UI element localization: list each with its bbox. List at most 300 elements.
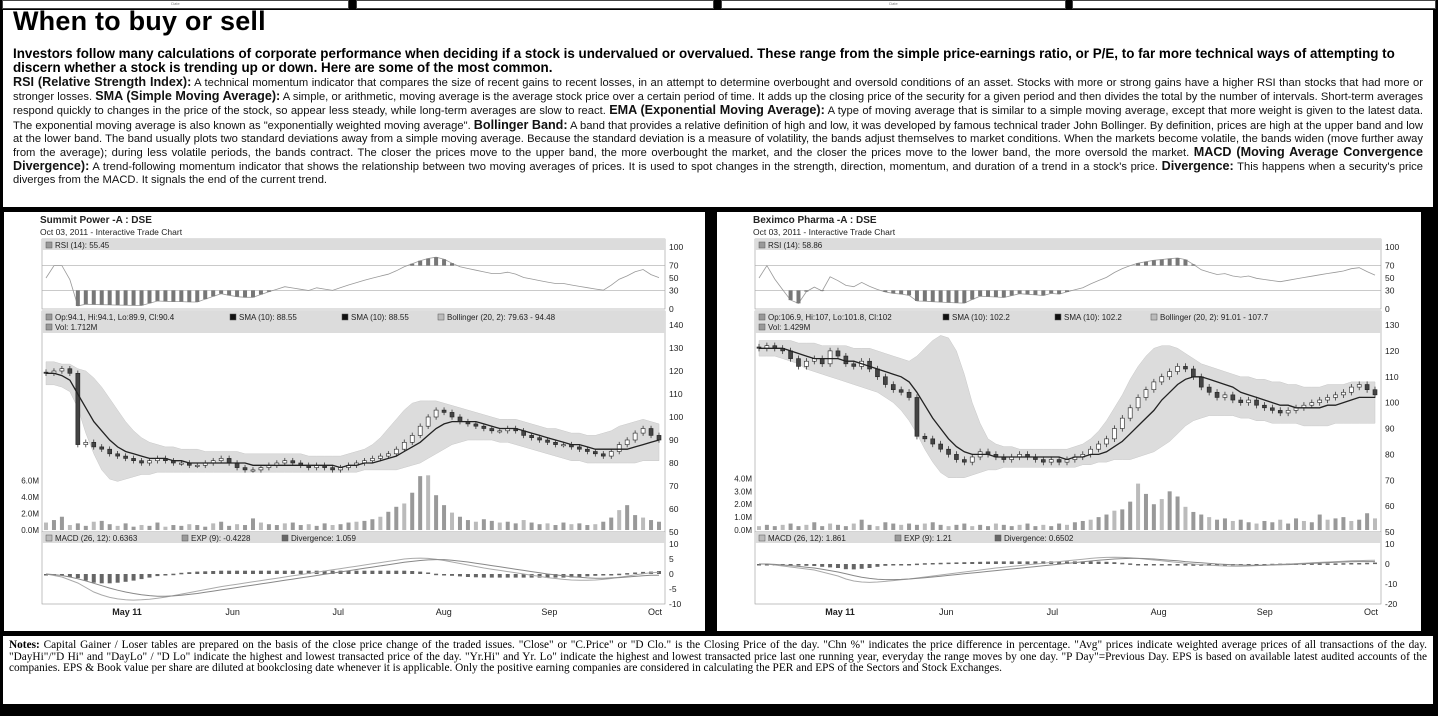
volume-bar (434, 495, 438, 530)
volume-bar (331, 525, 335, 530)
volume-bar (649, 520, 653, 530)
candle-body (804, 361, 808, 366)
volume-bar (1215, 520, 1219, 530)
volume-bar (1326, 520, 1330, 530)
candle-body (108, 449, 112, 454)
candle-body (939, 444, 943, 449)
volume-bar (267, 524, 271, 530)
candle-body (219, 458, 223, 460)
candle-body (657, 435, 661, 440)
candle-body (283, 461, 287, 463)
volume-bar (1262, 521, 1266, 530)
divergence-bar (92, 574, 96, 583)
candle-body (852, 364, 856, 367)
price-legend-swatch (230, 314, 236, 320)
volume-bar (625, 505, 629, 530)
volume-bar (458, 517, 462, 530)
volume-bar (1373, 518, 1377, 530)
divergence-bar (108, 574, 112, 583)
macd-tick-label: 10 (1385, 539, 1395, 549)
price-legend-label: SMA (10): 88.55 (239, 313, 297, 322)
divergence-bar (506, 574, 510, 578)
volume-bar (986, 526, 990, 530)
divergence-bar (140, 574, 144, 579)
volume-bar (852, 524, 856, 530)
chart-svg-beximco-pharma (717, 212, 1421, 631)
chart-title: Beximco Pharma -A : DSE (753, 215, 877, 226)
volume-bar (530, 523, 534, 530)
volume-legend-label: Vol: 1.712M (55, 323, 98, 332)
candle-body (609, 452, 613, 457)
term-sma: SMA (Simple Moving Average): (95, 89, 281, 104)
divergence-bar (251, 571, 255, 574)
candle-body (386, 454, 390, 456)
candle-body (235, 463, 239, 468)
divergence-bar (124, 574, 128, 582)
volume-bar (410, 493, 414, 530)
candle-body (1120, 418, 1124, 428)
divergence-bar (994, 561, 998, 564)
candle-body (820, 359, 824, 364)
candle-body (1262, 405, 1266, 408)
volume-bar (466, 520, 470, 530)
macd-tick-label: -5 (669, 584, 677, 594)
divergence-bar (860, 564, 864, 569)
candle-body (132, 458, 136, 460)
divergence-bar (1128, 563, 1132, 565)
candle-body (1144, 390, 1148, 398)
macd-tick-label: 0 (669, 569, 674, 579)
divergence-bar (1144, 564, 1148, 566)
volume-bar (474, 522, 478, 530)
divergence-bar (362, 571, 366, 574)
candle-body (251, 470, 255, 471)
divergence-bar (978, 562, 982, 564)
def-ema: A type of moving average that is similar to a simple moving average, except that more weight is given to the latest data. The exponential moving average is also known as "exponentially weighted moving average". (13, 105, 1423, 132)
divergence-bar (219, 571, 223, 574)
candle-body (100, 447, 104, 449)
volume-bar (195, 525, 199, 530)
candle-body (1334, 395, 1338, 398)
candle-body (1057, 460, 1061, 463)
divergence-bar (1341, 563, 1345, 565)
volume-bar (251, 518, 255, 530)
volume-bar (1349, 521, 1353, 530)
volume-bar (1073, 522, 1077, 530)
candle-body (68, 369, 72, 374)
candle-body (418, 426, 422, 435)
volume-bar (820, 526, 824, 530)
price-tick-label: 120 (669, 366, 684, 376)
divergence-bar (442, 574, 446, 576)
volume-bar (978, 525, 982, 530)
volume-bar (315, 526, 319, 530)
volume-bar (1365, 513, 1369, 530)
candle-body (947, 449, 951, 454)
volume-bar (962, 524, 966, 530)
prev-chart-footer-4 (1072, 0, 1436, 9)
candle-body (378, 456, 382, 458)
volume-bar (789, 524, 793, 530)
divergence-bar (1373, 563, 1377, 565)
volume-bar (1357, 520, 1361, 530)
candle-body (1365, 385, 1369, 390)
candle-body (1278, 410, 1282, 413)
price-legend-label: SMA (10): 88.55 (351, 313, 409, 322)
volume-bar (765, 525, 769, 530)
divergence-bar (163, 574, 167, 576)
candle-body (179, 463, 183, 464)
volume-tick-label: 3.0M (734, 487, 752, 497)
x-axis-label: Oct (647, 607, 663, 617)
macd-legend-label: MACD (26, 12): 0.6363 (55, 534, 138, 543)
candle-body (1215, 392, 1219, 397)
price-tick-label: 90 (669, 435, 679, 445)
x-axis-label: Jun (938, 607, 954, 617)
volume-bar (426, 475, 430, 530)
candle-body (828, 351, 832, 364)
divergence-bar (954, 562, 958, 564)
volume-bar (836, 525, 840, 530)
price-legend-label: Op:106.9, Hi:107, Lo:101.8, Cl:102 (768, 313, 892, 322)
candle-body (331, 468, 335, 470)
candle-body (490, 429, 494, 431)
volume-bar (1239, 520, 1243, 530)
macd-legend-swatch (182, 535, 188, 541)
price-legend-swatch (342, 314, 348, 320)
divergence-bar (633, 573, 637, 575)
volume-bar (68, 525, 72, 530)
candle-body (617, 445, 621, 452)
term-bollinger: Bollinger Band: (473, 117, 568, 132)
volume-bar (1026, 524, 1030, 530)
volume-bar (947, 526, 951, 530)
candle-body (1286, 410, 1290, 413)
macd-tick-label: -10 (669, 599, 682, 609)
divergence-bar (458, 574, 462, 576)
divergence-bar (609, 574, 613, 576)
volume-bar (554, 525, 558, 530)
rsi-tick-label: 100 (669, 242, 684, 252)
candle-body (538, 438, 542, 440)
volume-bar (970, 526, 974, 530)
rsi-tick-label: 70 (669, 260, 679, 271)
volume-bar (84, 526, 88, 530)
volume-bar (891, 524, 895, 530)
candle-body (796, 359, 800, 367)
candle-body (1341, 392, 1345, 395)
volume-bar (1278, 520, 1282, 530)
price-legend-swatch (1151, 314, 1157, 320)
divergence-bar (868, 564, 872, 568)
divergence-bar (514, 574, 518, 578)
x-axis-label: Sep (541, 607, 558, 617)
article-body (13, 76, 1423, 188)
divergence-bar (187, 572, 191, 574)
rsi-legend-swatch (759, 242, 765, 248)
x-axis-label: Aug (1150, 607, 1167, 617)
chart-beximco-pharma (715, 210, 1423, 633)
rsi-legend-bar (42, 239, 665, 250)
price-tick-label: 110 (1385, 371, 1399, 382)
article-intro: Investors follow many calculations of corporate performance when deciding if a stock is undervalued or overvalued. These range from the simple price-earnings ratio, or P/E, to far more technical ways of attempting to discern whether a stock is trending up or down. Here are some of the most common. (13, 46, 1395, 75)
divergence-bar (907, 564, 911, 566)
volume-bar (1065, 525, 1069, 530)
divergence-bar (947, 563, 951, 565)
volume-bar (875, 526, 879, 530)
divergence-bar (1176, 564, 1180, 566)
candle-body (370, 458, 374, 460)
volume-tick-label: 0.0M (734, 526, 752, 535)
macd-legend-label: MACD (26, 12): 1.861 (768, 534, 846, 543)
divergence-bar (116, 574, 120, 583)
price-tick-label: 70 (669, 481, 679, 491)
volume-bar (868, 525, 872, 530)
rsi-legend-label: RSI (14): 55.45 (55, 241, 110, 250)
def-divergence: This happens when a security's price diverges from the MACD. It signals the end of the current trend. (13, 161, 1423, 187)
volume-bar (1041, 525, 1045, 530)
term-divergence: Divergence: (1161, 159, 1234, 174)
volume-bar (844, 526, 848, 530)
volume-bar (482, 519, 486, 530)
volume-bar (609, 518, 613, 530)
volume-bar (1112, 511, 1116, 530)
date-axis-label: Date (171, 1, 180, 6)
volume-bar (1097, 517, 1101, 530)
macd-legend-swatch (895, 535, 901, 541)
volume-bar (362, 521, 366, 530)
divergence-bar (394, 571, 398, 574)
candle-body (585, 449, 589, 451)
notes-box (2, 635, 1434, 705)
candle-body (1152, 382, 1156, 390)
volume-bar (641, 518, 645, 530)
divergence-bar (601, 574, 605, 576)
price-tick-label: 130 (1385, 320, 1400, 330)
volume-bar (1033, 526, 1037, 530)
candle-body (1255, 400, 1259, 405)
divergence-bar (426, 573, 430, 575)
volume-bar (116, 526, 120, 530)
divergence-bar (812, 564, 816, 566)
volume-bar (347, 523, 351, 530)
volume-bar (657, 522, 661, 530)
volume-bar (538, 524, 542, 530)
rsi-tick-label: 100 (1385, 242, 1400, 252)
volume-bar (899, 525, 903, 530)
divergence-bar (283, 571, 287, 574)
candle-body (593, 452, 597, 454)
candle-body (76, 373, 80, 444)
macd-tick-label: 0 (1385, 559, 1390, 569)
def-macd: A trend-following momentum indicator that shows the relationship between two moving averages of prices. It is used to spot changes in the strength, direction, momentum, and duration of a trend in a stock's price. (89, 161, 1162, 174)
volume-bar (923, 524, 927, 530)
x-axis-label: May 11 (112, 607, 142, 617)
divergence-bar (1318, 563, 1322, 565)
volume-bar (52, 520, 56, 530)
macd-legend-label: EXP (9): -0.4228 (191, 534, 251, 543)
candle-body (1207, 387, 1211, 392)
divergence-bar (1168, 564, 1172, 566)
volume-bar (1270, 522, 1274, 530)
volume-bar (378, 517, 382, 530)
divergence-bar (875, 564, 879, 567)
volume-bar (931, 522, 935, 530)
divergence-bar (259, 571, 263, 574)
price-tick-label: 90 (1385, 423, 1395, 434)
volume-bar (561, 523, 565, 530)
rsi-tick-label: 70 (1385, 260, 1395, 271)
volume-bar (1176, 496, 1180, 530)
volume-bar (307, 524, 311, 530)
candle-body (140, 461, 144, 463)
candle-body (1239, 400, 1243, 403)
candle-body (482, 426, 486, 428)
candle-body (259, 468, 263, 470)
chart-subtitle: Oct 03, 2011 - Interactive Trade Chart (40, 227, 183, 237)
price-panel-frame (42, 311, 665, 532)
rsi-legend-swatch (46, 242, 52, 248)
divergence-bar (844, 564, 848, 569)
volume-bar (506, 522, 510, 530)
def-rsi: A technical momentum indicator that compares the size of recent gains to recent losses, in an attempt to determine overbought and oversold conditions of an asset. Stocks with more or strong gains have a higher RSI than stocks that had more or stronger losses. (13, 77, 1423, 104)
candle-body (875, 369, 879, 377)
volume-bar (179, 526, 183, 530)
macd-tick-label: -20 (1385, 599, 1398, 609)
rsi-tick-label: 50 (1385, 273, 1395, 283)
price-tick-label: 100 (1385, 397, 1400, 408)
volume-bar (796, 526, 800, 530)
volume-bar (299, 525, 303, 530)
volume-bar (243, 525, 247, 530)
volume-bar (1199, 515, 1203, 530)
macd-legend-swatch (282, 535, 288, 541)
volume-bar (1247, 522, 1251, 530)
candle-body (1223, 395, 1227, 398)
volume-bar (211, 523, 215, 530)
price-legend-label: Op:94.1, Hi:94.1, Lo:89.9, Cl:90.4 (55, 313, 175, 322)
divergence-bar (1365, 563, 1369, 565)
date-axis-label: Date (889, 1, 898, 6)
volume-bar (954, 525, 958, 530)
x-axis-label: Aug (435, 607, 452, 617)
volume-legend-label: Vol: 1.429M (768, 323, 811, 332)
volume-bar (1010, 526, 1014, 530)
candle-body (1089, 449, 1093, 454)
volume-bar (907, 524, 911, 530)
divergence-bar (235, 571, 239, 574)
volume-bar (994, 524, 998, 530)
volume-bar (1183, 507, 1187, 530)
candle-body (554, 442, 558, 444)
candle-body (530, 435, 534, 437)
volume-bar (219, 522, 223, 530)
candle-body (546, 440, 550, 442)
divergence-bar (1160, 564, 1164, 566)
candle-body (601, 454, 605, 456)
rsi-tick-label: 50 (669, 273, 679, 283)
candle-body (1136, 397, 1140, 407)
divergence-bar (1089, 561, 1093, 564)
volume-bar (757, 526, 761, 530)
candle-body (92, 442, 96, 447)
divergence-bar (267, 571, 271, 574)
volume-bar (418, 476, 422, 530)
macd-legend-swatch (995, 535, 1001, 541)
volume-tick-label: 4.0M (21, 492, 39, 502)
volume-bar (235, 524, 239, 530)
volume-bar (585, 525, 589, 530)
candle-body (954, 454, 958, 459)
candle-body (868, 361, 872, 369)
divergence-bar (203, 571, 207, 574)
volume-bar (1081, 521, 1085, 530)
candle-body (923, 436, 927, 439)
price-tick-label: 60 (669, 504, 679, 514)
divergence-bar (227, 571, 231, 574)
candle-body (1049, 460, 1053, 463)
divergence-bar (155, 574, 159, 576)
volume-bar (140, 525, 144, 530)
volume-bar (1334, 518, 1338, 530)
candle-body (442, 410, 446, 412)
divergence-bar (577, 574, 581, 577)
volume-bar (1191, 512, 1195, 530)
rsi-tick-label: 30 (669, 285, 679, 296)
volume-bar (323, 523, 327, 530)
volume-bar (1057, 524, 1061, 530)
volume-bar (812, 522, 816, 530)
candle-body (844, 356, 848, 364)
volume-tick-label: 0.0M (21, 526, 39, 535)
article-headline: When to buy or sell (13, 9, 266, 36)
price-tick-label: 60 (1385, 501, 1395, 512)
divergence-bar (354, 571, 358, 574)
candle-body (243, 468, 247, 470)
candle-body (1191, 369, 1195, 377)
candle-body (836, 351, 840, 356)
volume-bar (147, 526, 151, 530)
candle-body (907, 392, 911, 397)
rsi-tick-label: 0 (1385, 304, 1390, 314)
candle-body (899, 390, 903, 393)
volume-bar (883, 522, 887, 530)
volume-bar (275, 525, 279, 530)
volume-bar (227, 526, 231, 530)
macd-legend-swatch (46, 535, 52, 541)
volume-bar (860, 520, 864, 530)
volume-bar (1018, 525, 1022, 530)
divergence-bar (1097, 562, 1101, 564)
candle-body (633, 433, 637, 440)
x-axis-label: Jul (1046, 607, 1059, 617)
volume-bar (1144, 494, 1148, 530)
price-tick-label: 50 (669, 527, 679, 537)
volume-bar (1302, 521, 1306, 530)
volume-bar (1255, 524, 1259, 530)
divergence-bar (1152, 564, 1156, 566)
volume-bar (601, 522, 605, 530)
divergence-bar (1120, 563, 1124, 565)
volume-bar (386, 512, 390, 530)
volume-bar (781, 525, 785, 530)
top-strip (0, 0, 1438, 9)
candle-body (649, 429, 653, 436)
volume-bar (514, 523, 518, 530)
macd-legend-label: Divergence: 1.059 (291, 534, 356, 543)
volume-bar (187, 524, 191, 530)
price-legend-swatch (46, 314, 52, 320)
